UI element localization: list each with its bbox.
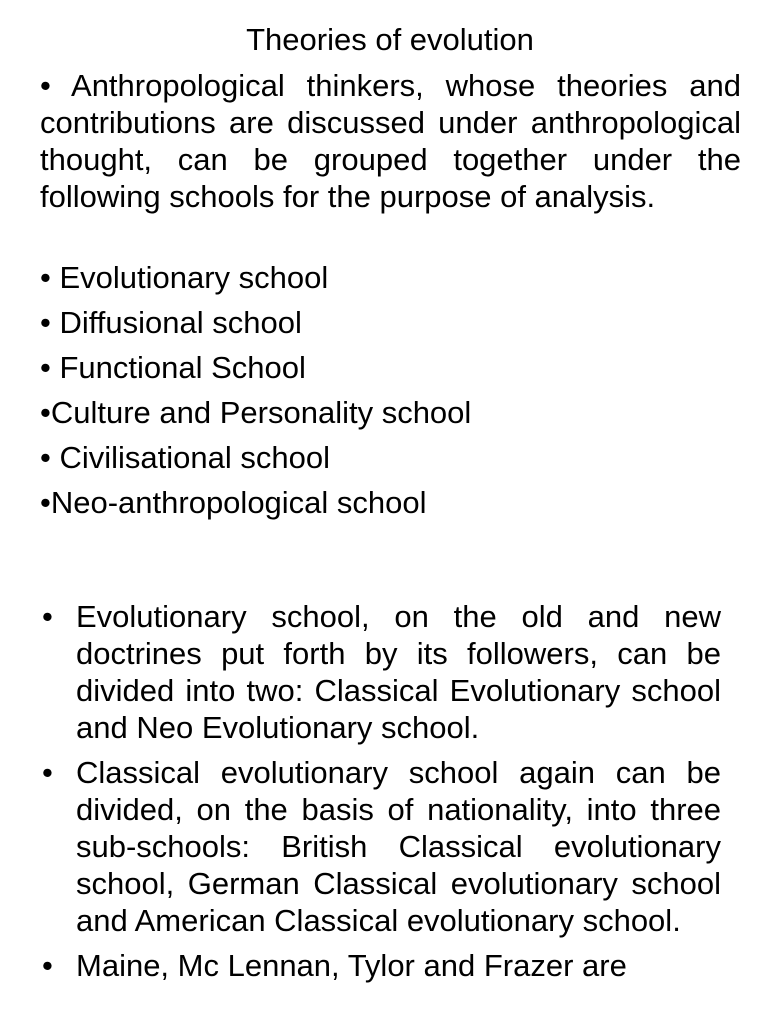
school-item-neo-anthropological: •Neo-anthropological school — [40, 485, 427, 520]
bullet-icon: • — [42, 599, 53, 634]
school-item-civilisational: • Civilisational school — [40, 440, 330, 475]
bullet-icon: • — [42, 948, 53, 983]
list-item-text: Evolutionary school, on the old and new doctrines put forth by its followers, can be divided into two: Classical Evolutionary school and Neo Evolutionary school. — [76, 599, 721, 745]
school-item-diffusional: • Diffusional school — [40, 305, 302, 340]
explanation-list — [40, 598, 721, 992]
list-item-text: Classical evolutionary school again can be divided, on the basis of nationality, into three sub-schools: British Classical evolutionary school, German Classical evolutionary school and American Classical evolutionary school. — [76, 755, 721, 938]
list-item — [40, 947, 721, 984]
school-list — [40, 259, 741, 529]
list-item — [40, 598, 721, 746]
intro-paragraph: • Anthropological thinkers, whose theories and contributions are discussed under anthropological thought, can be grouped together under the following schools for the purpose of analysis. — [40, 68, 741, 214]
school-item-evolutionary: • Evolutionary school — [40, 260, 329, 295]
school-item-culture-personality: •Culture and Personality school — [40, 395, 472, 430]
page-title: Theories of evolution — [246, 22, 534, 57]
list-item — [40, 754, 721, 939]
bullet-icon: • — [42, 755, 53, 790]
list-item-text: Maine, Mc Lennan, Tylor and Frazer are — [76, 948, 627, 983]
school-item-functional: • Functional School — [40, 350, 306, 385]
